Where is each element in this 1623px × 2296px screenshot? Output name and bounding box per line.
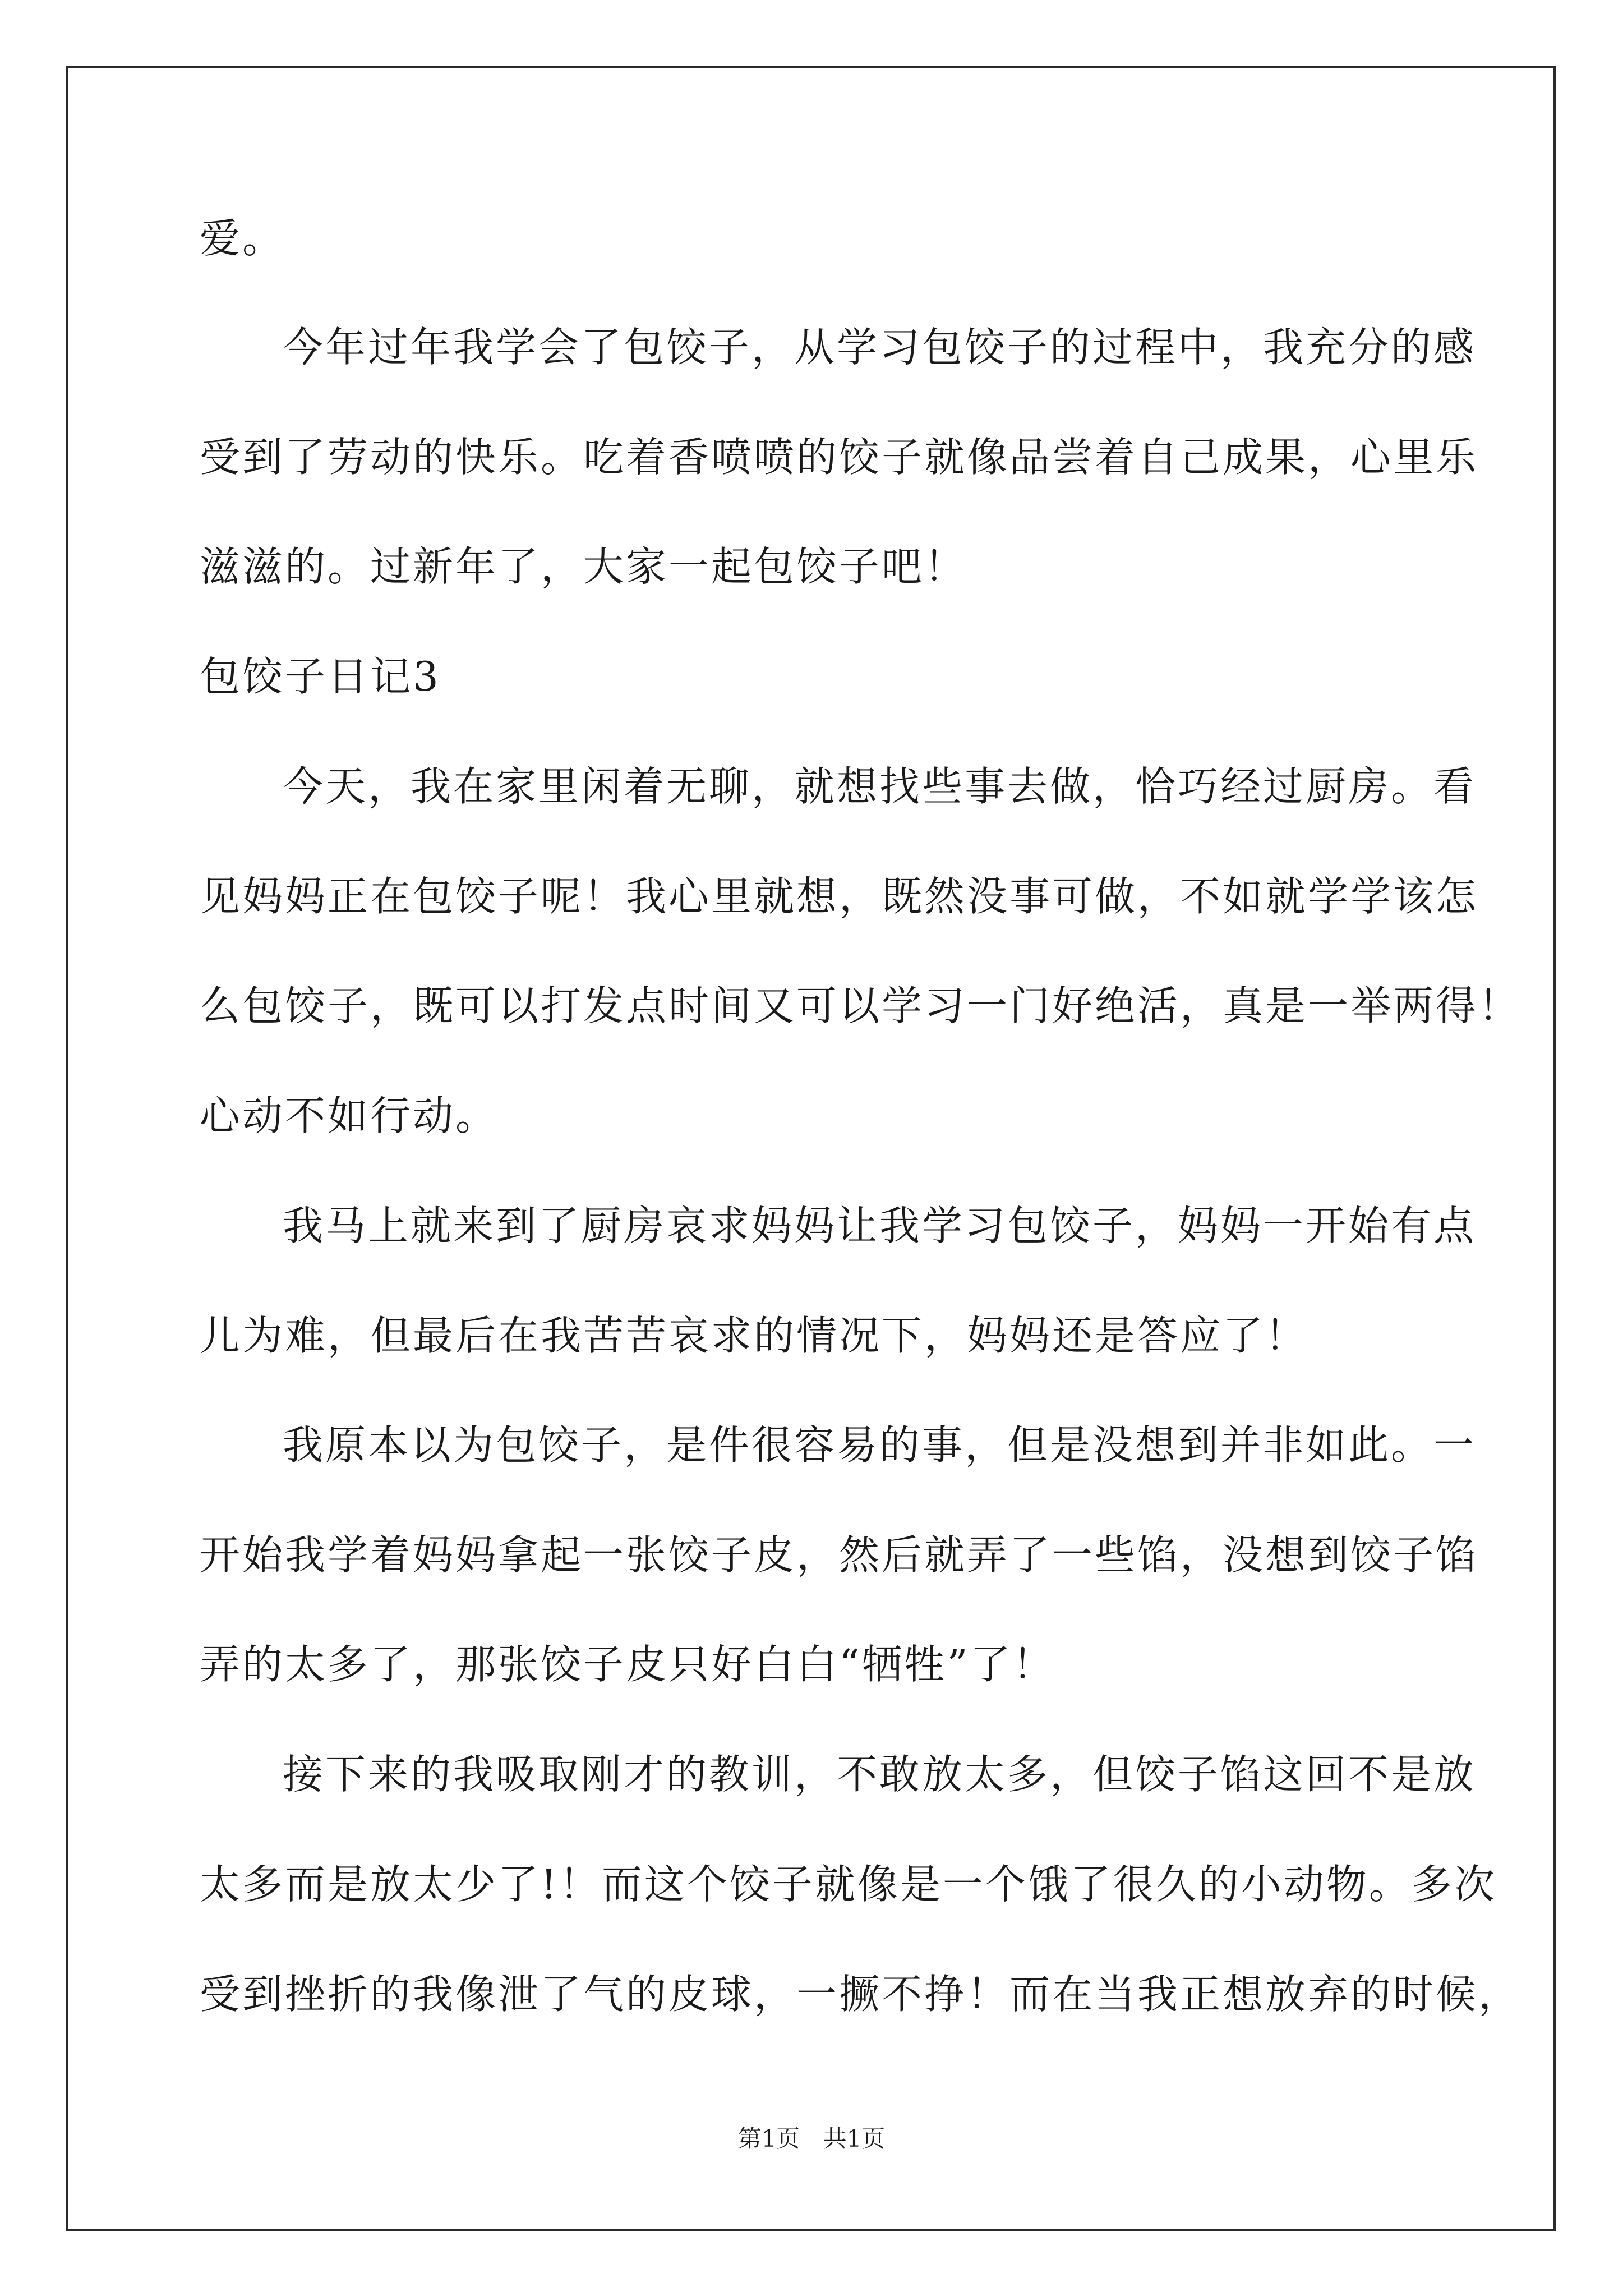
text-line: 儿为难，但最后在我苦苦哀求的情况下，妈妈还是答应了！ [200,1312,1308,1359]
paragraph-line: 我原本以为包饺子，是件很容易的事，但是没想到并非如此。一 [283,1421,1477,1469]
text-line: 受到挫折的我像泄了气的皮球，一撅不挣！而在当我正想放弃的时候， [200,1971,1521,2018]
text-line: 开始我学着妈妈拿起一张饺子皮，然后就弄了一些馅，没想到饺子馅 [200,1531,1479,1579]
section-heading: 包饺子日记3 [200,653,441,700]
text-line: 受到了劳动的快乐。吃着香喷喷的饺子就像品尝着自己成果，心里乐 [200,434,1479,481]
paragraph-line: 今天，我在家里闲着无聊，就想找些事去做，恰巧经过厨房。看 [283,763,1477,810]
text-line: 心动不如行动。 [200,1092,499,1139]
paragraph-line: 今年过年我学会了包饺子，从学习包饺子的过程中，我充分的感 [283,324,1477,371]
text-line: 爱。 [200,215,285,262]
paragraph-line: 接下来的我吸取刚才的教训，不敢放太多，但饺子馅这回不是放 [283,1751,1477,1798]
text-line: 弄的太多了，那张饺子皮只好白白“牺牲”了！ [200,1641,1055,1688]
paragraph-line: 我马上就来到了厨房哀求妈妈让我学习包饺子，妈妈一开始有点 [283,1202,1477,1249]
page-number-current: 第1页 [737,2125,800,2152]
text-line: 见妈妈正在包饺子呢！我心里就想，既然没事可做，不如就学学该怎 [200,873,1479,920]
text-line: 太多而是放太少了!！而这个饺子就像是一个饿了很久的小动物。多次 [200,1861,1497,1908]
page-number-total: 共1页 [823,2125,886,2152]
text-line: 滋滋的。过新年了，大家一起包饺子吧！ [200,543,967,590]
page-footer [0,2122,1623,2156]
text-line: 么包饺子，既可以打发点时间又可以学习一门好绝活，真是一举两得！ [200,982,1521,1029]
